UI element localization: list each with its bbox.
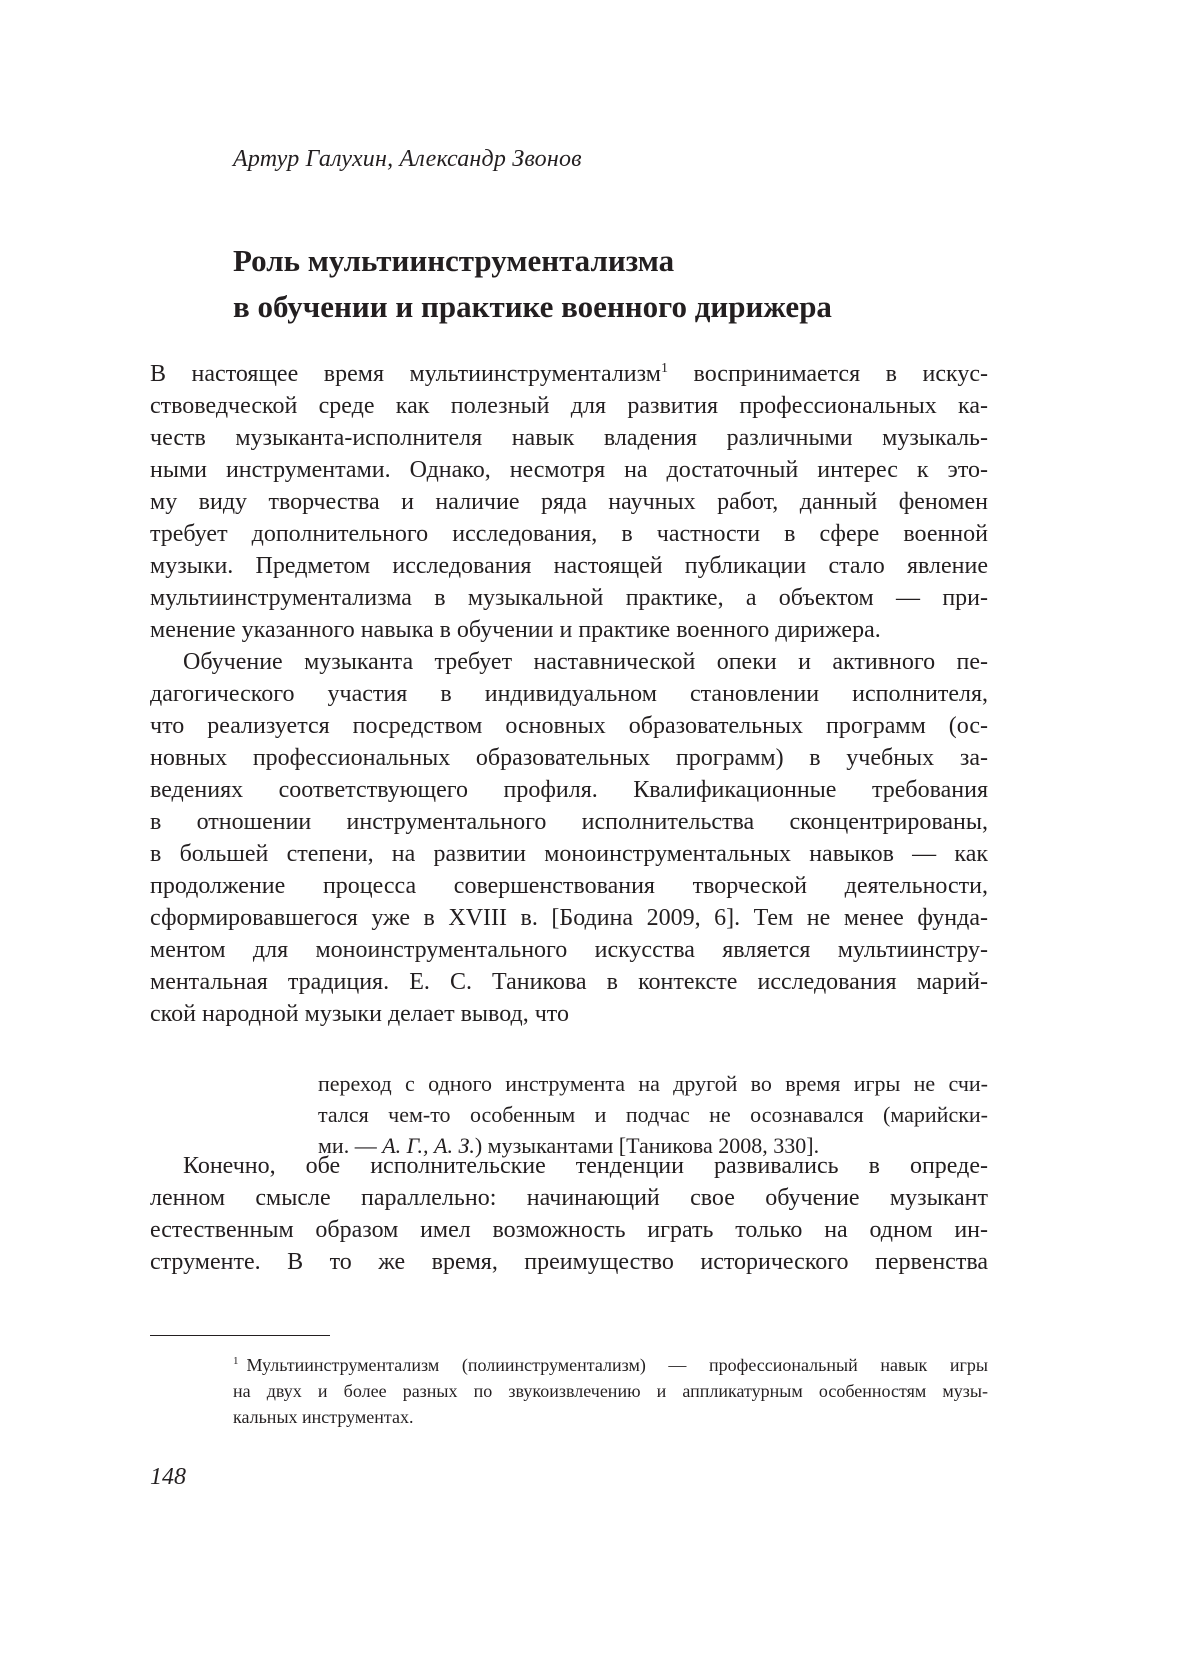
- footnote-line: [233, 1352, 988, 1378]
- text-line: честв музыканта-исполнителя навык владения различными музыкаль-: [150, 425, 988, 451]
- title-line: в обучении и практике военного дирижера: [233, 289, 832, 324]
- text-line: ведениях соответствующего профиля. Квалификационные требования: [150, 777, 988, 803]
- article-authors: Артур Галухин, Александр Звонов: [233, 146, 582, 172]
- text-line: в отношении инструментального исполнительства сконцентрированы,: [150, 809, 988, 835]
- footnote-separator: [150, 1335, 330, 1336]
- article-title: [233, 238, 832, 330]
- footnote-line: кальных инструментах.: [233, 1407, 414, 1427]
- text-line: ментом для моноинструментального искусства является мультиинстру-: [150, 937, 988, 963]
- text-line: струменте. В то же время, преимущество исторического первенства: [150, 1249, 988, 1275]
- text-fragment: Мультиинструментализм (полиинструментализм) — профессиональный навык игры: [246, 1355, 988, 1375]
- paragraph-2: [150, 646, 988, 1030]
- text-line: требует дополнительного исследования, в частности в сфере военной: [150, 521, 988, 547]
- text-line: музыки. Предметом исследования настоящей публикации стало явление: [150, 553, 988, 579]
- footnote-line: на двух и более разных по звукоизвлечению и аппликатурным особенностям музы-: [233, 1381, 988, 1401]
- text-fragment: воспринимается в искус-: [667, 361, 988, 387]
- text-fragment: ми. —: [318, 1133, 383, 1158]
- text-line: новных профессиональных образовательных программ) в учебных за-: [150, 745, 988, 771]
- footnote: [233, 1352, 988, 1430]
- text-line: менение указанного навыка в обучении и практике военного дирижера.: [150, 617, 881, 643]
- text-line: ской народной музыки делает вывод, что: [150, 1001, 569, 1027]
- text-fragment: ) музыкантами [Таникова 2008, 330].: [474, 1133, 820, 1158]
- footnote-mark: 1: [233, 1355, 239, 1367]
- text-line: ными инструментами. Однако, несмотря на достаточный интерес к это-: [150, 457, 988, 483]
- footnote-reference[interactable]: 1: [660, 361, 668, 376]
- paragraph-3: [150, 1150, 988, 1278]
- block-quote: [318, 1068, 988, 1161]
- text-line: продолжение процесса совершенствования творческой деятельности,: [150, 873, 988, 899]
- text-line: Обучение музыканта требует наставнической опеки и активного пе-: [183, 649, 988, 675]
- text-line: ментальная традиция. Е. С. Таникова в контексте исследования марий-: [150, 969, 988, 995]
- title-line: Роль мультиинструментализма: [233, 243, 675, 278]
- paragraph-1: [150, 358, 988, 646]
- text-line: мультиинструментализма в музыкальной практике, а объектом — при-: [150, 585, 988, 611]
- text-line: дагогического участия в индивидуальном становлении исполнителя,: [150, 681, 988, 707]
- text-line: сформировавшегося уже в XVIII в. [Бодина 2009, 6]. Тем не менее фунда-: [150, 905, 988, 931]
- text-line: Конечно, обе исполнительские тенденции развивались в опреде-: [183, 1153, 988, 1179]
- text-line: [150, 358, 988, 390]
- text-fragment: В настоящее время мультиинструментализм: [150, 361, 661, 387]
- text-line: ленном смысле параллельно: начинающий свое обучение музыкант: [150, 1185, 988, 1211]
- text-line: му виду творчества и наличие ряда научных работ, данный феномен: [150, 489, 988, 515]
- page-number: 148: [150, 1464, 186, 1490]
- text-line: естественным образом имел возможность играть только на одном ин-: [150, 1217, 988, 1243]
- text-line: в большей степени, на развитии моноинструментальных навыков — как: [150, 841, 988, 867]
- editorial-initials: А. Г., А. З.: [382, 1133, 475, 1158]
- quote-line: тался чем-то особенным и подчас не осознавался (марийски-: [318, 1102, 988, 1127]
- text-line: ствоведческой среде как полезный для развития профессиональных ка-: [150, 393, 988, 419]
- quote-line: переход с одного инструмента на другой во время игры не счи-: [318, 1071, 988, 1096]
- text-line: что реализуется посредством основных образовательных программ (ос-: [150, 713, 988, 739]
